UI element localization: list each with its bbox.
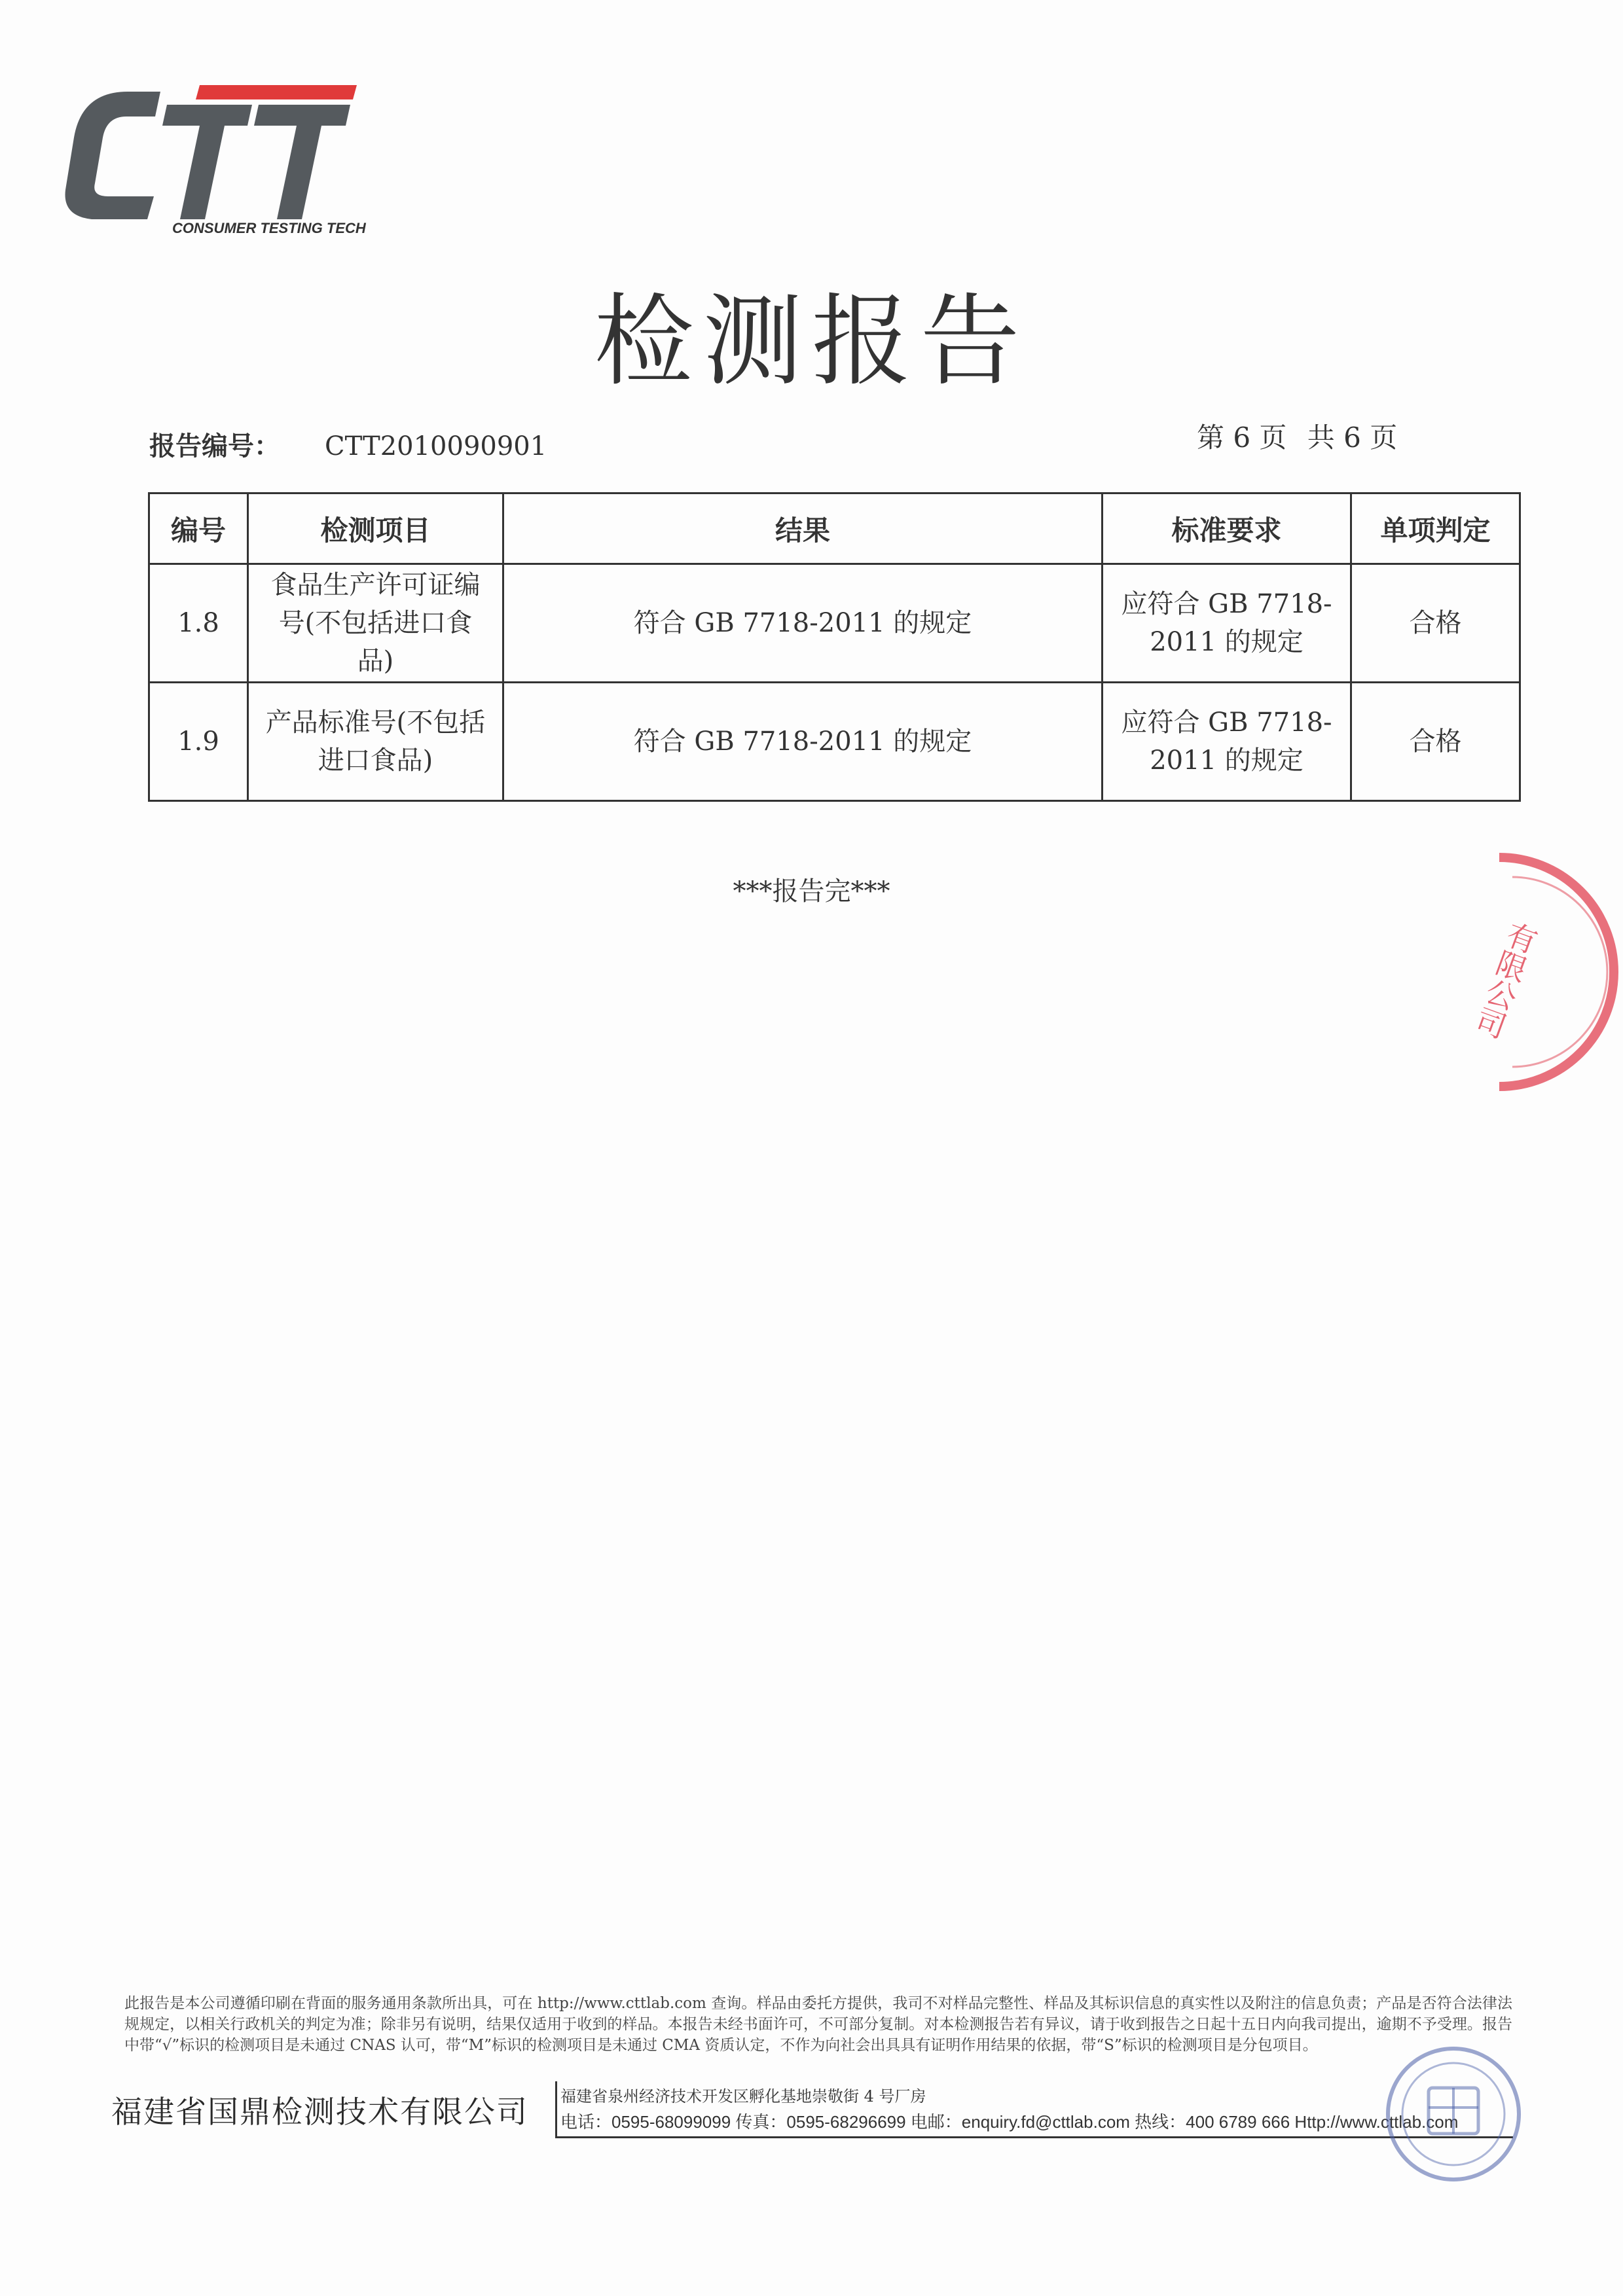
cell-verdict: 合格 (1351, 564, 1520, 683)
header-result: 结果 (503, 493, 1103, 564)
accreditation-stamp (1375, 2042, 1532, 2186)
page-indicator (1197, 416, 1409, 456)
results-table (148, 492, 1521, 802)
cell-standard: 应符合 GB 7718-2011 的规定 (1103, 564, 1351, 683)
page-current: 第 6 页 (1197, 422, 1287, 454)
footer-disclaimer: 此报告是本公司遵循印刷在背面的服务通用条款所出具，可在 http://www.cttlab.com 查询。样品由委托方提供，我司不对样品完整性、样品及其标识信息的真实性以及附注的信息负责；产品是否符合法律法规规定，以相关行政机关的判定为准；除非另有说明，结果仅适用于收到的样品。本报告未经书面许可，不可部分复制。对本检测报告若有异议，请于收到报告之日起十五日内向我司提出，逾期不予受理。报告中带“√”标识的检测项目是未通过 CNAS 认可，带“M”标识的检测项目是未通过 CMA 资质认定，不作为向社会出具具有证明作用结果的依据，带“S”标识的检测项目是分包项目。 (124, 1995, 1512, 2054)
cell-no: 1.8 (149, 564, 248, 683)
cell-verdict: 合格 (1351, 683, 1520, 801)
cell-result: 符合 GB 7718-2011 的规定 (503, 683, 1103, 801)
header-item: 检测项目 (248, 493, 503, 564)
report-number-value: CTT2010090901 (325, 431, 547, 461)
header-verdict: 单项判定 (1351, 493, 1520, 564)
cell-result: 符合 GB 7718-2011 的规定 (503, 564, 1103, 683)
cell-item: 食品生产许可证编号(不包括进口食品) (248, 564, 503, 683)
page-total: 共 6 页 (1307, 422, 1398, 454)
ctt-logo-graphic (62, 85, 366, 236)
company-address: 福建省泉州经济技术开发区孵化基地崇敬街 4 号厂房 (560, 2087, 926, 2106)
report-number (149, 425, 547, 463)
logo-tagline: CONSUMER TESTING TECH (172, 220, 366, 236)
table-row (149, 564, 1520, 683)
company-name: 福建省国鼎检测技术有限公司 (111, 2094, 528, 2130)
table-row (149, 683, 1520, 801)
report-number-label: 报告编号： (149, 431, 280, 461)
company-seal (1467, 831, 1617, 1106)
cell-item: 产品标准号(不包括进口食品) (248, 683, 503, 801)
table-header-row (149, 493, 1520, 564)
header-no: 编号 (149, 493, 248, 564)
ctt-logo (62, 85, 366, 236)
page-title: 检测报告 (594, 283, 1029, 399)
cell-no: 1.9 (149, 683, 248, 801)
header-standard: 标准要求 (1103, 493, 1351, 564)
cell-standard: 应符合 GB 7718-2011 的规定 (1103, 683, 1351, 801)
report-end-note: ***报告完*** (733, 876, 890, 906)
seal-text: 有限公司 (1467, 916, 1542, 1043)
company-contact: 电话：0595-68099099 传真：0595-68296699 电邮：enquiry.fd@cttlab.com 热线：400 6789 666 Http://www.cttlab.com (560, 2112, 1459, 2132)
